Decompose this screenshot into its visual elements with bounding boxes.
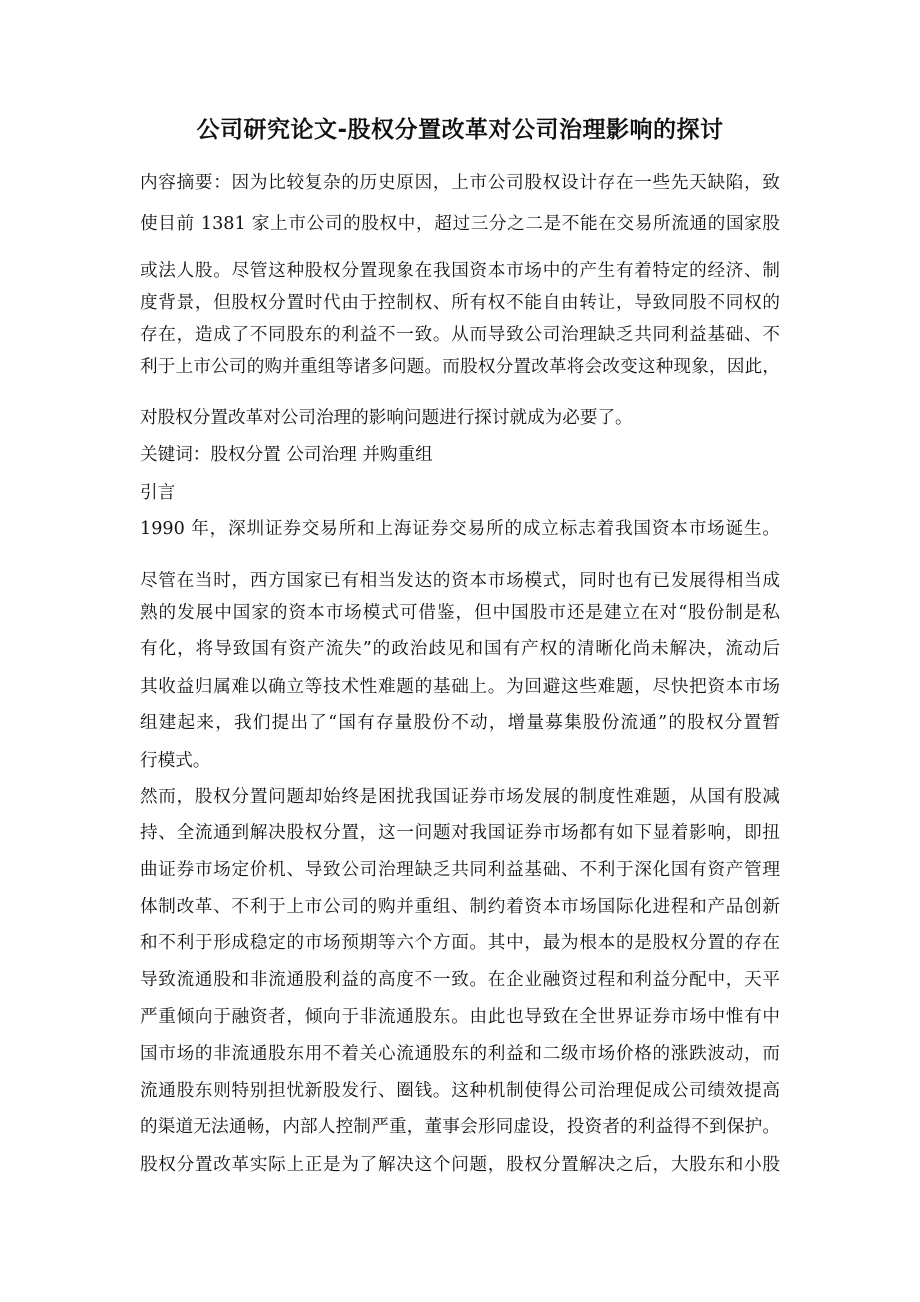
intro-line-5: 其收益归属难以确立等技术性难题的基础上。为回避这些难题，尽快把资本市场: [140, 677, 780, 697]
keywords-line: 关键词：股权分置 公司治理 并购重组: [140, 445, 433, 465]
intro-line-6: 组建起来，我们提出了“国有存量股份不动，增量募集股份流通”的股权分置暂: [140, 713, 780, 733]
section-heading-intro: 引言: [140, 483, 176, 503]
body-line-9: 流通股东则特别担忧新股发行、圈钱。这种机制使得公司治理促成公司绩效提高: [140, 1081, 780, 1101]
body-line-8: 国市场的非流通股东用不着关心流通股东的利益和二级市场价格的涨跌波动，而: [140, 1044, 780, 1064]
body-line-11: 股权分置改革实际上正是为了解决这个问题，股权分置解决之后，大股东和小股: [140, 1155, 780, 1175]
body-line-2: 持、全流通到解决股权分置，这一问题对我国证券市场都有如下显着影响，即扭: [140, 823, 780, 843]
abstract-line-4: 度背景，但股权分置时代由于控制权、所有权不能自由转让，导致同股不同权的: [140, 293, 780, 313]
abstract-line-1: 内容摘要：因为比较复杂的历史原因，上市公司股权设计存在一些先天缺陷，致: [140, 173, 780, 193]
body-line-7: 严重倾向于融资者，倾向于非流通股东。由此也导致在全世界证券市场中惟有中: [140, 1007, 780, 1027]
intro-line-1: 1990 年，深圳证券交易所和上海证券交易所的成立标志着我国资本市场诞生。: [140, 519, 780, 539]
abstract-line-2: 使目前 1381 家上市公司的股权中，超过三分之二是不能在交易所流通的国家股: [140, 214, 780, 234]
abstract-line-6: 利于上市公司的购并重组等诸多问题。而股权分置改革将会改变这种现象，因此，: [140, 357, 780, 377]
abstract-line-7: 对股权分置改革对公司治理的影响问题进行探讨就成为必要了。: [140, 408, 633, 428]
intro-line-4: 有化，将导致国有资产流失”的政治歧见和国有产权的清晰化尚未解决，流动后: [140, 639, 780, 659]
body-line-4: 体制改革、不利于上市公司的购并重组、制约着资本市场国际化进程和产品创新: [140, 897, 780, 917]
abstract-line-5: 存在，造成了不同股东的利益不一致。从而导致公司治理缺乏共同利益基础、不: [140, 325, 780, 345]
body-line-3: 曲证券市场定价机、导致公司治理缺乏共同利益基础、不利于深化国有资产管理: [140, 860, 780, 880]
body-line-5: 和不利于形成稳定的市场预期等六个方面。其中，最为根本的是股权分置的存在: [140, 933, 780, 953]
body-line-10: 的渠道无法通畅，内部人控制严重，董事会形同虚设，投资者的利益得不到保护。: [140, 1117, 780, 1137]
intro-line-3: 熟的发展中国家的资本市场模式可借鉴，但中国股市还是建立在对“股份制是私: [140, 603, 780, 623]
abstract-line-3: 或法人股。尽管这种股权分置现象在我国资本市场中的产生有着特定的经济、制: [140, 261, 780, 281]
intro-line-2: 尽管在当时，西方国家已有相当发达的资本市场模式，同时也有已发展得相当成: [140, 571, 780, 591]
intro-line-7: 行模式。: [140, 751, 211, 771]
body-line-6: 导致流通股和非流通股利益的高度不一致。在企业融资过程和利益分配中，天平: [140, 970, 780, 990]
document-title: 公司研究论文-股权分置改革对公司治理影响的探讨: [196, 117, 724, 143]
body-line-1: 然而，股权分置问题却始终是困扰我国证券市场发展的制度性难题，从国有股减: [140, 787, 780, 807]
